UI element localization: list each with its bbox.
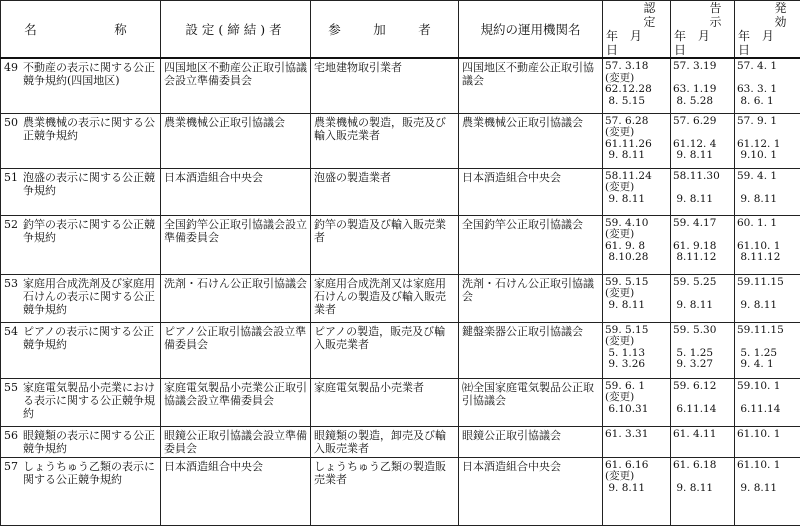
table-row	[1, 378, 800, 426]
operator: ㈳全国家庭電気製品公正取引協議会	[462, 379, 599, 407]
header-name: 名 称	[1, 1, 161, 59]
rule-number: 57	[4, 460, 18, 486]
header-effective-bot: 年 月 日	[738, 29, 797, 57]
rule-number: 54	[4, 325, 18, 351]
rule-name: 不動産の表示に関する公正競争規約(四国地区)	[23, 61, 157, 87]
participants: 家庭用合成洗剤又は家庭用石けんの製造及び輸入販売業者	[314, 275, 455, 316]
rule-name: 家庭電気製品小売業における表示に関する公正競争規約	[23, 381, 157, 420]
operator-cell	[459, 322, 603, 378]
setter: ピアノ公正取引協議会設立準備委員会	[164, 323, 307, 351]
table-body	[1, 58, 800, 525]
effective-dates: 59.10. 1 6.11.14	[735, 378, 800, 426]
setter: 農業機械公正取引協議会	[164, 114, 307, 129]
header-effective-top: 発 効	[738, 1, 797, 29]
notice-dates: 59. 5.25 9. 8.11	[671, 274, 735, 322]
effective-dates: 60. 1. 1 61.10. 1 8.11.12	[735, 215, 800, 274]
setter-cell	[161, 426, 311, 457]
table-row	[1, 58, 800, 113]
participants-cell	[311, 168, 459, 215]
rule-name-cell	[1, 215, 161, 274]
table-row	[1, 215, 800, 274]
operator-cell	[459, 113, 603, 168]
approval-dates: 59. 6. 1 (変更) 6.10.31	[603, 378, 671, 426]
effective-dates: 61.10. 1 9. 8.11	[735, 457, 800, 525]
approval-dates: 61. 6.16 (変更) 9. 8.11	[603, 457, 671, 525]
participants: しょうちゅう乙類の製造販売業者	[314, 458, 455, 486]
header-setter: 設定(締結)者	[161, 1, 311, 59]
operator: 眼鏡公正取引協議会	[462, 427, 599, 442]
table-row	[1, 113, 800, 168]
approval-dates: 59. 5.15 (変更) 5. 1.13 9. 3.26	[603, 322, 671, 378]
approval-dates: 57. 6.28 (変更) 61.11.26 9. 8.11	[603, 113, 671, 168]
rule-name: 家庭用合成洗剤及び家庭用石けんの表示に関する公正競争規約	[23, 277, 157, 316]
operator: 日本酒造組合中央会	[462, 169, 599, 184]
table-row	[1, 426, 800, 457]
effective-dates: 57. 9. 1 61.12. 1 9.10. 1	[735, 113, 800, 168]
operator: 鍵盤楽器公正取引協議会	[462, 323, 599, 338]
table-row	[1, 457, 800, 525]
operator-cell	[459, 168, 603, 215]
effective-dates: 59.11.15 9. 8.11	[735, 274, 800, 322]
header-operator: 規約の運用機関名	[459, 1, 603, 59]
effective-dates: 59. 4. 1 9. 8.11	[735, 168, 800, 215]
rule-name: 農業機械の表示に関する公正競争規約	[23, 116, 157, 142]
approval-dates: 59. 4.10 (変更) 61. 9. 8 8.10.28	[603, 215, 671, 274]
approval-dates: 58.11.24 (変更) 9. 8.11	[603, 168, 671, 215]
setter-cell	[161, 58, 311, 113]
participants: 泡盛の製造業者	[314, 169, 455, 184]
participants: 家庭電気製品小売業者	[314, 379, 455, 394]
notice-dates: 59. 4.17 61. 9.18 8.11.12	[671, 215, 735, 274]
participants: 宅地建物取引業者	[314, 59, 455, 74]
participants: 釣竿の製造及び輸入販売業者	[314, 216, 455, 244]
rule-number: 52	[4, 218, 18, 244]
header-notice	[671, 1, 735, 59]
rule-name-cell	[1, 457, 161, 525]
operator-cell	[459, 426, 603, 457]
header-effective	[735, 1, 800, 59]
participants-cell	[311, 215, 459, 274]
effective-dates: 57. 4. 1 63. 3. 1 8. 6. 1	[735, 58, 800, 113]
operator-cell	[459, 215, 603, 274]
rule-name: 釣竿の表示に関する公正競争規約	[23, 218, 157, 244]
rule-name: しょうちゅう乙類の表示に関する公正競争規約	[23, 460, 157, 486]
participants-cell	[311, 426, 459, 457]
header-row	[1, 1, 800, 59]
notice-dates: 58.11.30 9. 8.11	[671, 168, 735, 215]
participants: ピアノの製造，販売及び輸入販売業者	[314, 323, 455, 351]
rule-name-cell	[1, 113, 161, 168]
rule-name: 泡盛の表示に関する公正競争規約	[23, 171, 157, 197]
operator-cell	[459, 274, 603, 322]
operator: 四国地区不動産公正取引協議会	[462, 59, 599, 87]
notice-dates: 59. 6.12 6.11.14	[671, 378, 735, 426]
table-row	[1, 322, 800, 378]
header-notice-top: 告 示	[674, 1, 731, 29]
setter-cell	[161, 168, 311, 215]
setter-cell	[161, 113, 311, 168]
rule-number: 53	[4, 277, 18, 316]
rule-name-cell	[1, 274, 161, 322]
header-approval-top: 認 定	[606, 1, 667, 29]
setter-cell	[161, 457, 311, 525]
rule-name: ピアノの表示に関する公正競争規約	[23, 325, 157, 351]
setter: 家庭電気製品小売業公正取引協議会設立準備委員会	[164, 379, 307, 407]
rule-name-cell	[1, 322, 161, 378]
participants-cell	[311, 378, 459, 426]
rule-name-cell	[1, 58, 161, 113]
header-approval	[603, 1, 671, 59]
effective-dates: 61.10. 1	[735, 426, 800, 457]
setter: 日本酒造組合中央会	[164, 458, 307, 473]
operator: 洗剤・石けん公正取引協議会	[462, 275, 599, 303]
header-participants: 参 加 者	[311, 1, 459, 59]
operator-cell	[459, 457, 603, 525]
notice-dates: 59. 5.30 5. 1.25 9. 3.27	[671, 322, 735, 378]
notice-dates: 61. 6.18 9. 8.11	[671, 457, 735, 525]
operator: 農業機械公正取引協議会	[462, 114, 599, 129]
setter-cell	[161, 274, 311, 322]
participants: 眼鏡類の製造，卸売及び輸入販売業者	[314, 427, 455, 455]
setter: 日本酒造組合中央会	[164, 169, 307, 184]
participants-cell	[311, 457, 459, 525]
participants-cell	[311, 322, 459, 378]
effective-dates: 59.11.15 5. 1.25 9. 4. 1	[735, 322, 800, 378]
rule-name: 眼鏡類の表示に関する公正競争規約	[23, 429, 157, 455]
rule-name-cell	[1, 378, 161, 426]
header-notice-bot: 年 月 日	[674, 29, 731, 57]
rule-number: 50	[4, 116, 18, 142]
notice-dates: 57. 3.19 63. 1.19 8. 5.28	[671, 58, 735, 113]
rule-number: 51	[4, 171, 18, 197]
operator: 全国釣竿公正取引協議会	[462, 216, 599, 231]
rule-number: 56	[4, 429, 18, 455]
approval-dates: 59. 5.15 (変更) 9. 8.11	[603, 274, 671, 322]
setter: 眼鏡公正取引協議会設立準備委員会	[164, 427, 307, 455]
approval-dates: 57. 3.18 (変更) 62.12.28 8. 5.15	[603, 58, 671, 113]
header-approval-bot: 年 月 日	[606, 29, 667, 57]
operator-cell	[459, 58, 603, 113]
participants-cell	[311, 274, 459, 322]
setter-cell	[161, 215, 311, 274]
table-row	[1, 274, 800, 322]
participants-cell	[311, 58, 459, 113]
approval-dates: 61. 3.31	[603, 426, 671, 457]
participants-cell	[311, 113, 459, 168]
operator-cell	[459, 378, 603, 426]
notice-dates: 57. 6.29 61.12. 4 9. 8.11	[671, 113, 735, 168]
setter: 洗剤・石けん公正取引協議会	[164, 275, 307, 290]
table-row	[1, 168, 800, 215]
operator: 日本酒造組合中央会	[462, 458, 599, 473]
setter-cell	[161, 322, 311, 378]
rule-name-cell	[1, 168, 161, 215]
notice-dates: 61. 4.11	[671, 426, 735, 457]
setter-cell	[161, 378, 311, 426]
participants: 農業機械の製造，販売及び輸入販売業者	[314, 114, 455, 142]
rule-number: 49	[4, 61, 18, 87]
rule-number: 55	[4, 381, 18, 420]
rule-name-cell	[1, 426, 161, 457]
setter: 全国釣竿公正取引協議会設立準備委員会	[164, 216, 307, 244]
setter: 四国地区不動産公正取引協議会設立準備委員会	[164, 59, 307, 87]
